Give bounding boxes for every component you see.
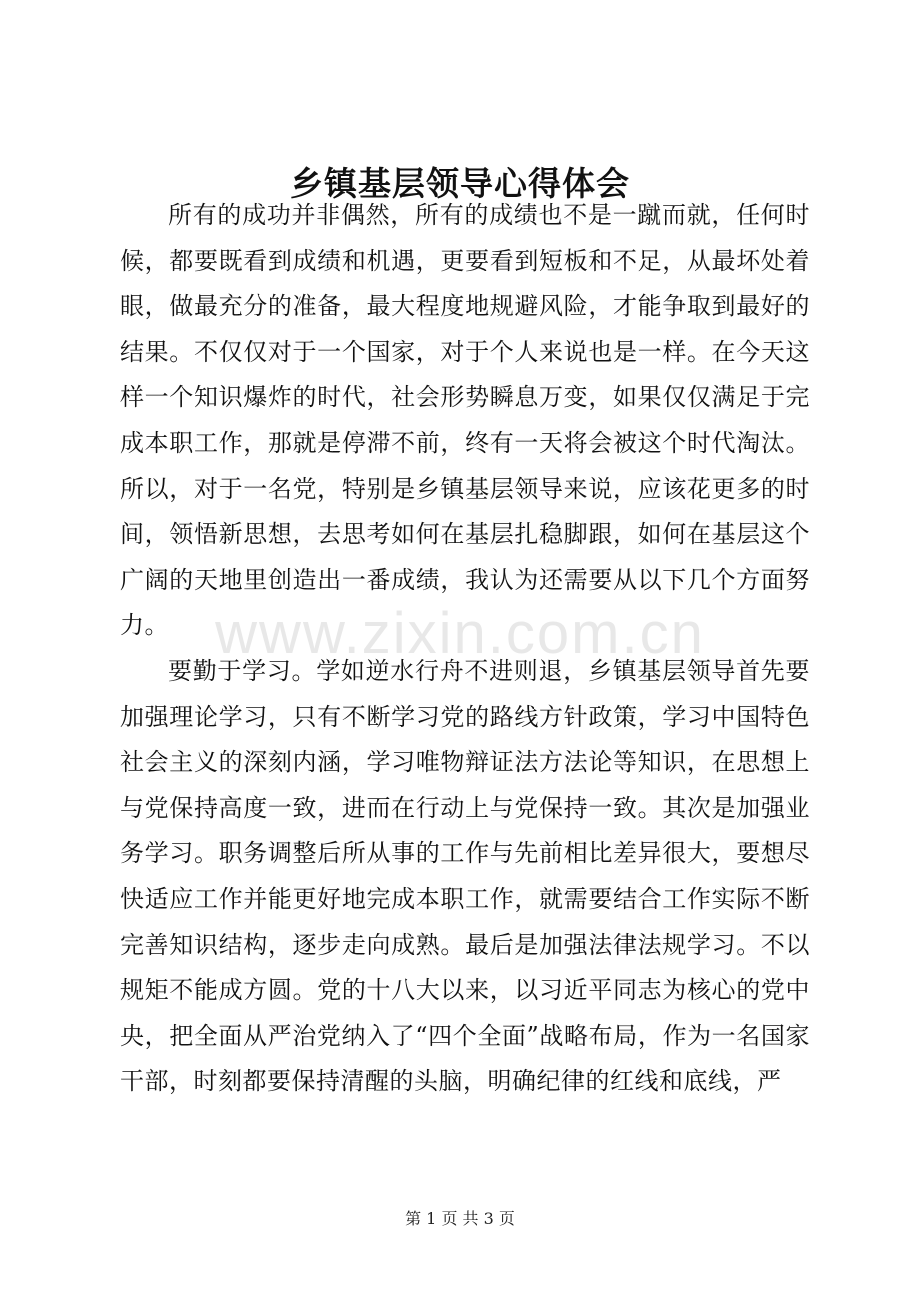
document-title: 乡镇基层领导心得体会 bbox=[290, 164, 630, 203]
document-body bbox=[120, 193, 810, 1105]
paragraph-1: 所有的成功并非偶然，所有的成绩也不是一蹴而就，任何时候，都要既看到成绩和机遇，更要看到短板和不足，从最坏处着眼，做最充分的准备，最大程度地规避风险，才能争取到最好的结果。不仅仅对于一个国家，对于个人来说也是一样。在今天这样一个知识爆炸的时代，社会形势瞬息万变，如果仅仅满足于完成本职工作，那就是停滞不前，终有一天将会被这个时代淘汰。所以，对于一名党，特别是乡镇基层领导来说，应该花更多的时间，领悟新思想，去思考如何在基层扎稳脚跟，如何在基层这个广阔的天地里创造出一番成绩，我认为还需要从以下几个方面努力。 bbox=[120, 201, 810, 640]
page-footer: 第 1 页 共 3 页 bbox=[405, 1209, 515, 1228]
paragraph-2: 要勤于学习。学如逆水行舟不进则退，乡镇基层领导首先要加强理论学习，只有不断学习党的路线方针政策，学习中国特色社会主义的深刻内涵，学习唯物辩证法方法论等知识，在思想上与党保持高度一致，进而在行动上与党保持一致。其次是加强业务学习。职务调整后所从事的工作与先前相比差异很大，要想尽快适应工作并能更好地完成本职工作，就需要结合工作实际不断完善知识结构，逐步走向成熟。最后是加强法律法规学习。不以规矩不能成方圆。党的十八大以来，以习近平同志为核心的党中央，把全面从严治党纳入了“四个全面”战略布局，作为一名国家干部，时刻都要保持清醒的头脑，明确纪律的红线和底线，严 bbox=[120, 656, 810, 1096]
watermark: www.zixin.com.cn bbox=[215, 601, 705, 666]
